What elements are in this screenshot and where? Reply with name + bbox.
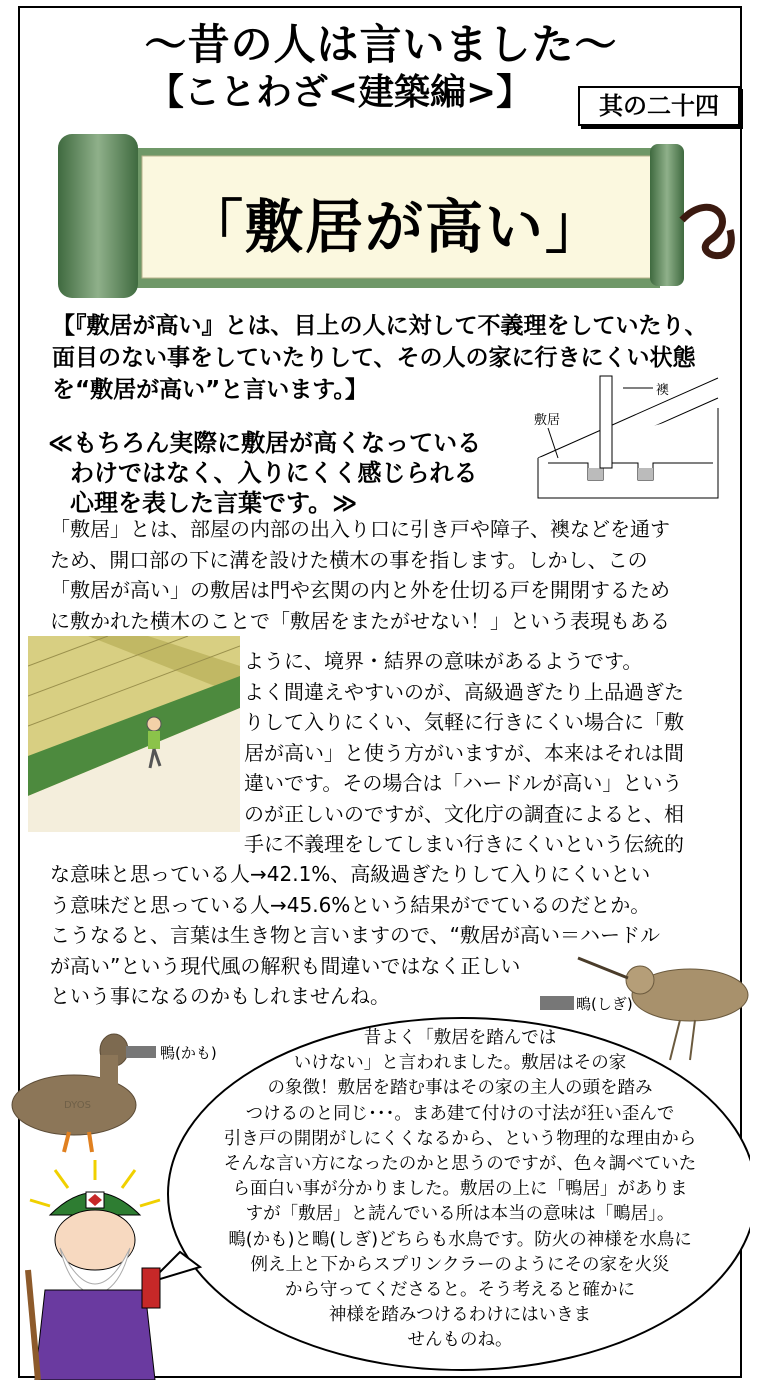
proverb-heading: 「敷居が高い」: [184, 193, 605, 261]
bubble-line: から守ってくださると。そう考えると確かに: [285, 1280, 635, 1301]
bubble-text: [160, 1026, 760, 1354]
bubble-line: 引き戸の開閉がしにくくなるから、という物理的な理由から: [223, 1128, 697, 1149]
body-line: のが正しいのですが、文化庁の調査によると、相: [244, 801, 684, 826]
label-fusuma: 襖: [656, 383, 670, 398]
shikii-diagram: [528, 368, 728, 508]
sage-character: [20, 1160, 170, 1380]
body-line: に敷かれた横木のことで「敷居をまたがせない！」という表現もある: [50, 608, 670, 633]
note-line: わけではなく、入りにくく感じられる: [70, 459, 478, 487]
groove-2: [638, 468, 653, 480]
tatami-illustration: [28, 636, 240, 832]
bubble-line: 例え上と下からスプリンクラーのようにその家を火災: [250, 1254, 670, 1275]
body-line: という事になるのかもしれませんね。: [50, 984, 390, 1008]
body-line: ため、開口部の下に溝を設けた横木の事を指します。しかし、この: [50, 547, 648, 572]
body-line: う意味だと思っている人→45.6%という結果がでているのだとか。: [50, 892, 651, 917]
staff: [28, 1270, 38, 1380]
scroll-roll-right: [650, 144, 684, 286]
arrow-shigi: [540, 996, 574, 1010]
page-subtitle: 【ことわざ<建築編>】: [147, 72, 533, 113]
note-block: [48, 428, 518, 518]
body-line: ように、境界・結界の意味があるようです。: [244, 649, 643, 673]
label-shikii: 敷居: [534, 413, 561, 428]
body-paragraph-top: [50, 514, 670, 636]
body-line: 「敷居が高い」の敷居は門や玄関の内と外を仕切る戸を開閉するため: [50, 578, 670, 602]
label-shigi: 鴫(しぎ): [576, 995, 633, 1013]
body-paragraph-indented: [244, 646, 684, 860]
bubble-line: 神様を踏みつけるわけにはいきま: [328, 1305, 592, 1326]
bubble-line: の象徴！敷居を踏む事はその家の主人の頭を踏み: [267, 1078, 653, 1099]
note-line: 心理を表した言葉です。≫: [70, 489, 358, 517]
body-paragraph-bottom: [50, 859, 660, 1012]
intro-paragraph: 【『敷居が高い』とは、目上の人に対して不義理をしていたり、面目のない事をしていたりして、その人の家に行きにくい状態を“敷居が高い”と言います。】: [52, 313, 708, 403]
body-line: 手に不義理をしてしまい行きにくいという伝統的: [244, 832, 684, 856]
watermark: DYOS: [64, 1100, 91, 1111]
bubble-line: 昔よく「敷居を踏んでは: [363, 1028, 557, 1048]
bubble-line: 鴫(かも)と鴫(しぎ)どちらも水鳥です。防火の神様を水鳥に: [228, 1229, 692, 1250]
body-line: 違いです。その場合は「ハードルが高い」という: [244, 771, 683, 795]
note-line: ≪もちろん実際に敷居が高くなっている: [48, 429, 482, 457]
fusuma-panel: [600, 376, 612, 468]
bubble-line: ら面白い事が分かりました。敷居の上に「鴨居」がありま: [232, 1179, 688, 1200]
bubble-line: せんものね。: [407, 1330, 513, 1351]
bubble-line: すが「敷居」と読んでいる所は本当の意味は「鴫居」。: [245, 1204, 675, 1225]
label-kamo: 鴨(かも): [160, 1044, 217, 1062]
body-line: りして入りにくい、気軽に行きにくい場合に「敷: [244, 710, 684, 734]
body-line: こうなると、言葉は生き物と言いますので、“敷居が高い＝ハードル: [50, 923, 660, 947]
groove-1: [588, 468, 603, 480]
body-line: な意味と思っている人→42.1%、高級過ぎたりして入りにくいとい: [50, 862, 651, 886]
page-title: ～昔の人は言いました～: [144, 20, 618, 69]
issue-badge: 其の二十四: [578, 86, 740, 126]
scroll-in-hand: [142, 1268, 160, 1308]
duck-illustration: [4, 1010, 154, 1160]
body-line: 「敷居」とは、部屋の内部の出入り口に引き戸や障子、襖などを通す: [50, 517, 670, 541]
body-line: が高い”という現代風の解釈も間違いではなく正しい: [50, 953, 521, 978]
bubble-line: そんな言い方になったのかと思うのですが、色々調べていた: [223, 1154, 697, 1175]
robe: [35, 1290, 155, 1380]
shikii-pointer: [548, 428, 558, 458]
body-line: よく間違えやすいのが、高級過ぎたり上品過ぎた: [244, 679, 684, 704]
bubble-line: つけるのと同じ･･･。まあ建て付けの寸法が狂い歪んで: [245, 1103, 675, 1124]
bubble-line: いけない」と言われました。敷居はその家: [293, 1053, 627, 1074]
scroll-cord: [682, 207, 731, 255]
body-line: 居が高い」と使う方がいますが、本来はそれは間: [244, 740, 684, 765]
scroll-roll-left: [58, 134, 138, 298]
